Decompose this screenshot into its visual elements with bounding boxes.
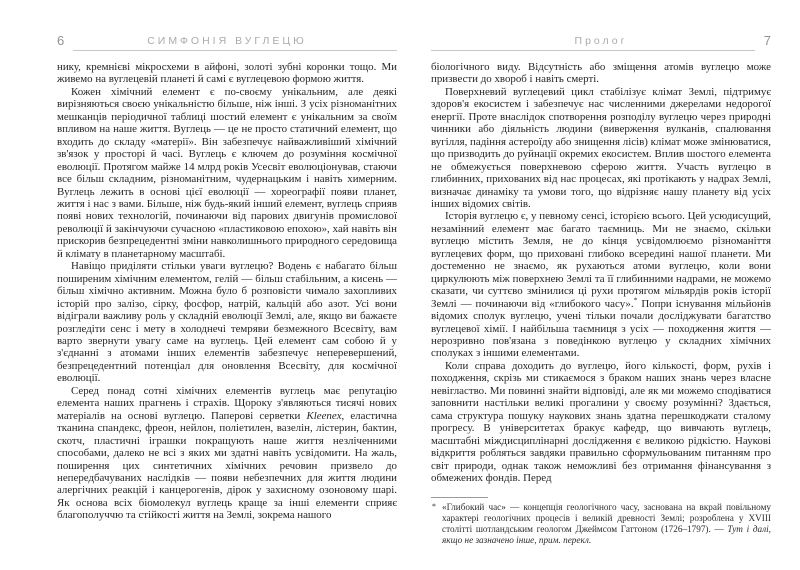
- running-head-right: Пролог: [574, 35, 628, 47]
- footnote: [431, 497, 771, 546]
- header-rule-left: [73, 50, 397, 51]
- paragraph: біологічного виду. Відсутність або зміщення атомів вуглецю може призвести до хвороб і навіть смерті.: [431, 61, 771, 86]
- page-left: [57, 0, 397, 570]
- paragraph: Коли справа доходить до вуглецю, його кількості, форм, рухів і походження, скрізь ми стикаємося з браком наших знань через власне невігластво. Ми повинні знайти відповіді, але як ми можемо сподіватися заповнити настільки великі прогалини у своєму розумінні? Здається, сама структура пошуку наукових знань здатна перешкоджати сталому прогресу. В університетах бракує кафедр, що вивчають вуглець, масштабні міждисциплінарні дослідження є великою рідкістю. Наукові відкриття робляться завдяки правильно сформульованим питанням про світ природи, однак також неможливі без отримання фінансування з обмежених фондів. Перед: [431, 359, 771, 484]
- footnote-body: [431, 502, 771, 546]
- page-number-right: 7: [763, 33, 771, 48]
- paragraph: Поверхневий вуглецевий цикл стабілізує клімат Землі, підтримує здоров'я екосистем і забезпечує нас численними джерелами недорогої енергії. Проте внаслідок спотворення розподілу вуглецю через природні чинники або діяльність людини (виверження вулканів, спалювання вугілля, падіння астероїду або знищення лісів) клімат може змінюватися, що призводить до руйнації окремих екосистем. Вплив шостого елемента не обмежується поверхневою сферою життя. Участь вуглецю в глибинних, прихованих від нас процесах, які протікають у надрах Землі, визначає динаміку та умови того, що відрізняє нашу планету від усіх інших відомих світів.: [431, 85, 771, 210]
- footnote-text: «Глибокий час» — концепція геологічного часу, заснована на вкрай повільному характері геологічних процесів і великій древності Землі; розроблена у XVIII столітті шотландським геологом Джеймсом Гаттоном (1726–1797). —: [442, 502, 771, 535]
- text-column-right: [431, 61, 771, 484]
- footnote-separator-rule: [431, 497, 488, 498]
- paragraph: Навіщо приділяти стільки уваги вуглецю? Водень є набагато більш поширеним хімічним елементом, гелій — більш стабільним, а кисень — більш хімічно активним. Можна було б розповісти чимало захопливих історій про залізо, сірку, фосфор, натрій, кальцій або азот. Усі вони відіграли важливу роль у складній еволюції Землі, але, якщо ви бажаєте розгледіти сенс і мету в холоднечі темряви безмежного Всесвіту, вам варто звернути увагу саме на вуглець. Цей елемент сам собою й у з'єднанні з атомами інших елементів забезпечує неперевершений, безпрецедентний потенціал для оновлення Всесвіту, для космічної еволюції.: [57, 260, 397, 385]
- page-right: [431, 0, 771, 570]
- paragraph-text: Серед понад сотні хімічних елементів вуглець має репутацію елемента наших прагнень і страхів. Щороку з'являються тисячі нових матеріалів на основі вуглецю. Паперові серветки: [57, 384, 397, 422]
- page-header-left: [57, 33, 397, 51]
- paragraph: нику, кремнієві мікросхеми в айфоні, золоті зубні коронки тощо. Ми живемо на вуглецевій планеті й самі є вуглецевою формою життя.: [57, 61, 397, 86]
- footnote-reference-marker: *: [633, 294, 638, 304]
- paragraph: [431, 210, 771, 359]
- header-rule-right: [431, 50, 755, 51]
- page-header-right: [431, 33, 771, 51]
- paragraph: Кожен хімічний елемент є по-своєму унікальним, але деякі вирізняються своєю унікальністю більше, ніж інші. З усіх різноманітних мешканців періодичної таблиці шостий елемент є унікальним за своїм впливом на наше життя. Вуглець — це не просто статичний елемент, що входить до складу «матерії». Він забезпечує найважливіший хімічний зв'язок у просторі й часі. Вуглець є ключем до розуміння космічної еволюції. Протягом майже 14 млрд років Усесвіт еволюціонував, стаючи все більш складним, різноманітним, чудернацьким і навіть химерним. Вуглець лежить в основі цієї еволюції — хореографії появи планет, життя і нас з вами. Більше, ніж будь-який інший елемент, вуглець сприяв появі нових технологій, починаючи від парових двигунів промислової революції й закінчуючи сучасною «пластиковою епохою», хай навіть він прискорив безпрецедентні зміни навколишнього природного середовища й клімату в планетарному масштабі.: [57, 85, 397, 260]
- paragraph-text: Попри існування мільйонів відомих сполук вуглецю, учені тільки почали досліджувати багатство вуглецевої хімії. І найбільша таємниця з усіх — походження життя — нерозривно пов'язана з поведінкою вуглецю у складних хімічних сполуках з іншими елементами.: [431, 297, 771, 360]
- paragraph: [57, 385, 397, 522]
- brand-name-italic: Kleenex: [306, 409, 342, 422]
- footnote-translator-note: Тут і далі, якщо не зазначено інше, прим. перекл.: [442, 524, 771, 546]
- running-head-left: СИМФОНІЯ ВУГЛЕЦЮ: [147, 35, 307, 47]
- text-column-left: [57, 61, 397, 522]
- paragraph-text: , еластична тканина спандекс, фреон, нейлон, поліетилен, вазелін, лістерин, бактин, скотч, пластичні іграшки покращують наше життя незліченними способами, далеко не всі з яких ми здатні навіть усвідомити. На жаль, поширення цих синтетичних хімічних речовин призвело до непередбачуваних наслідків — появи небезпечних для життя людини алергічних реакцій і канцерогенів, дірок у захисному озоновому шарі. Як основа всіх біомолекул вуглець краще за інші елементи сприяє благополуччю та стійкості життя на Землі, зокрема нашого: [57, 409, 397, 522]
- paragraph-text: Історія вуглецю є, у певному сенсі, історією всього. Цей усюдисущий, незамінний елемент має багато таємниць. Ми не знаємо, скільки вуглецю містить Земля, не до кінця усвідомлюємо різноманіття вуглецевих форм, що приховані глибоко всередині нашої планети. Ми достеменно не знаємо, як рухаються атоми вуглецю, коли вони циркулюють між поверхнею Землі та її глибинними надрами, не можемо сказати, чи суттєво змінилися ці рухи протягом мільярдів років історії Землі — починаючи від «глибокого часу».: [431, 210, 771, 310]
- footnote-marker: *: [432, 502, 436, 512]
- page-number-left: 6: [57, 33, 65, 48]
